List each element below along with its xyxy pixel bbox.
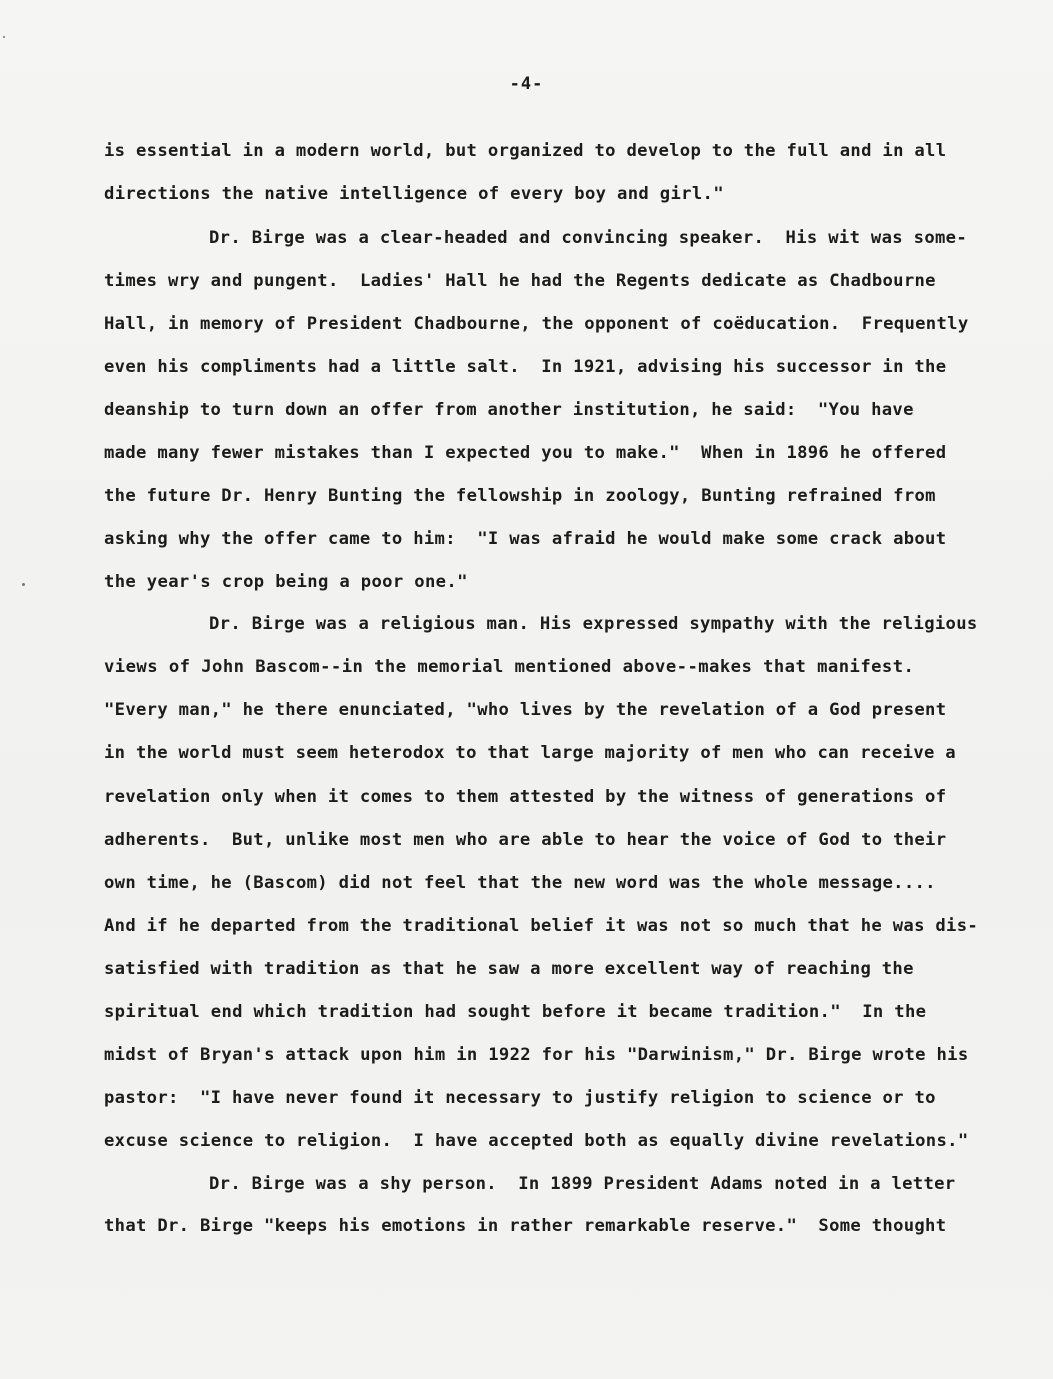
text-line: pastor: "I have never found it necessary to justify religion to science or to — [104, 1088, 936, 1108]
text-line: excuse science to religion. I have accepted both as equally divine revelations." — [104, 1131, 969, 1151]
text-line: satisfied with tradition as that he saw a more excellent way of reaching the — [104, 959, 914, 979]
text-line: Dr. Birge was a religious man. His expressed sympathy with the religious — [209, 614, 978, 634]
text-line: is essential in a modern world, but organized to develop to the full and in all — [104, 141, 947, 161]
text-line: the future Dr. Henry Bunting the fellowship in zoology, Bunting refrained from — [104, 486, 936, 506]
text-line: in the world must seem heterodox to that large majority of men who can receive a — [104, 743, 956, 763]
text-line: times wry and pungent. Ladies' Hall he had the Regents dedicate as Chadbourne — [104, 271, 936, 291]
text-line: the year's crop being a poor one." — [104, 572, 468, 592]
text-line: revelation only when it comes to them attested by the witness of generations of — [104, 787, 947, 807]
text-line: directions the native intelligence of every boy and girl." — [104, 184, 724, 204]
text-line: that Dr. Birge "keeps his emotions in rather remarkable reserve." Some thought — [104, 1216, 947, 1236]
text-line: spiritual end which tradition had sought before it became tradition." In the — [104, 1002, 927, 1022]
text-line: midst of Bryan's attack upon him in 1922 for his "Darwinism," Dr. Birge wrote his — [104, 1045, 969, 1065]
text-line: adherents. But, unlike most men who are able to hear the voice of God to their — [104, 830, 947, 850]
text-line: made many fewer mistakes than I expected you to make." When in 1896 he offered — [104, 443, 947, 463]
text-line: Dr. Birge was a shy person. In 1899 President Adams noted in a letter — [209, 1174, 956, 1194]
text-line: own time, he (Bascom) did not feel that the new word was the whole message.... — [104, 873, 936, 893]
paper-speck — [3, 36, 5, 38]
text-line: views of John Bascom--in the memorial mentioned above--makes that manifest. — [104, 657, 915, 677]
text-line: even his compliments had a little salt. In 1921, advising his successor in the — [104, 357, 947, 377]
text-line: And if he departed from the traditional belief it was not so much that he was dis- — [104, 916, 979, 936]
text-line: Hall, in memory of President Chadbourne, the opponent of coëducation. Frequently — [104, 314, 969, 334]
page-number: -4- — [509, 74, 544, 94]
text-line: asking why the offer came to him: "I was afraid he would make some crack about — [104, 529, 947, 549]
text-line: deanship to turn down an offer from another institution, he said: "You have — [104, 400, 914, 420]
text-line: Dr. Birge was a clear-headed and convincing speaker. His wit was some- — [209, 228, 968, 248]
paper-speck — [22, 583, 25, 586]
text-line: "Every man," he there enunciated, "who lives by the revelation of a God present — [104, 700, 947, 720]
